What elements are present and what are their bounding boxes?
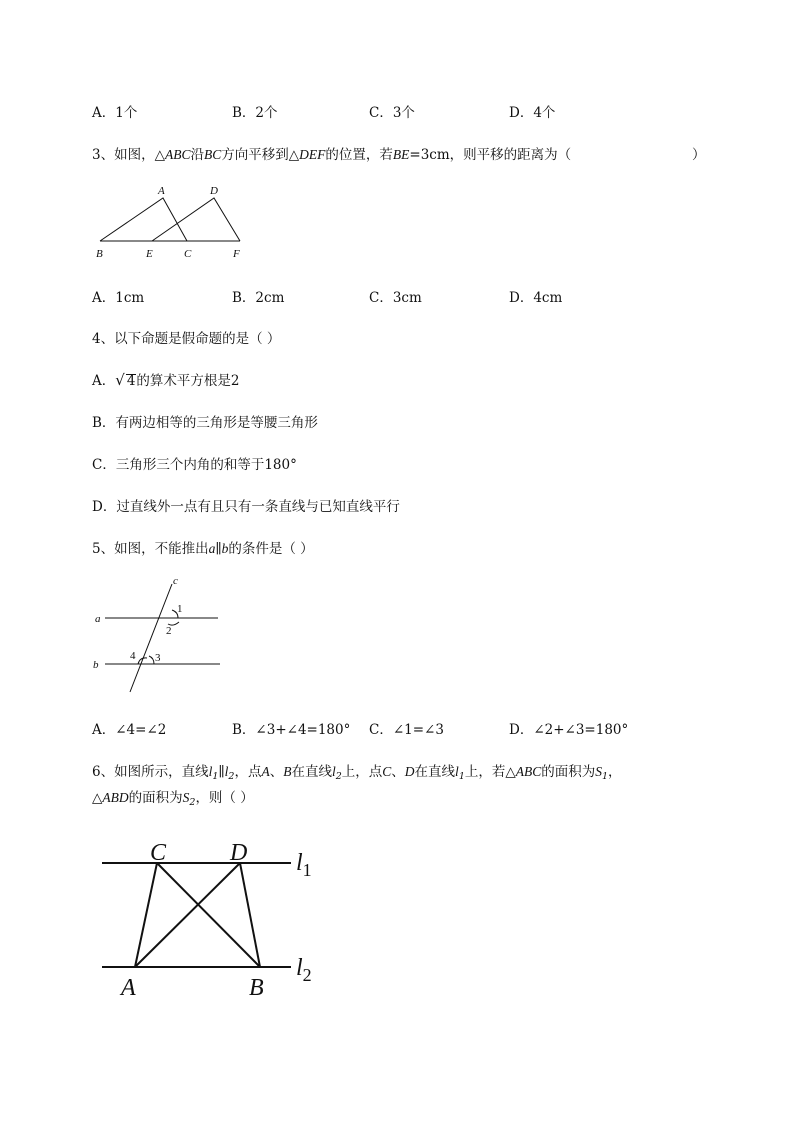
q3-stem-close: ） xyxy=(692,147,706,163)
q3-label-f: F xyxy=(233,248,240,260)
q6-segment-ac xyxy=(135,863,157,967)
q4-option-a[interactable]: A．√ 4的算术平方根是2 xyxy=(92,371,240,389)
q6-stem-line2: △ABD的面积为$S_2$，则（ ） xyxy=(92,790,254,808)
q3-option-d[interactable]: D．4cm xyxy=(509,290,563,306)
q5-label-c: c xyxy=(173,575,178,587)
q3-option-a[interactable]: A．1cm xyxy=(92,290,145,306)
q3-option-b[interactable]: B．2cm xyxy=(232,290,285,306)
q4-stem: 4、以下命题是假命题的是（ ） xyxy=(92,331,281,347)
q2-option-b[interactable]: B．2个 xyxy=(232,105,278,121)
q6-label-a: A xyxy=(121,975,136,1001)
q5-option-d[interactable]: D．∠2+∠3=180° xyxy=(509,722,629,738)
q3-label-e: E xyxy=(146,248,153,260)
q5-option-b[interactable]: B．∠3+∠4=180° xyxy=(232,722,351,738)
sqrt-sign: √ xyxy=(115,371,125,389)
q5-label-4: 4 xyxy=(130,650,136,662)
q2-option-a[interactable]: A．1个 xyxy=(92,105,138,121)
q6-segment-bc xyxy=(157,863,260,967)
q3-triangle-def xyxy=(152,198,240,241)
q5-stem: 5、如图，不能推出a∥b的条件是（ ） xyxy=(92,541,314,557)
q6-parallel-lines-figure xyxy=(95,835,335,1005)
q5-label-3: 3 xyxy=(155,652,161,664)
q3-label-b: B xyxy=(96,248,103,260)
q3-option-c[interactable]: C．3cm xyxy=(369,290,422,306)
q6-label-b: B xyxy=(249,975,264,1001)
q5-label-2: 2 xyxy=(166,625,172,637)
q4-option-b[interactable]: B．有两边相等的三角形是等腰三角形 xyxy=(92,415,318,431)
q6-segment-ad xyxy=(135,863,240,967)
q3-label-a: A xyxy=(158,185,165,197)
q4-option-d[interactable]: D．过直线外一点有且只有一条直线与已知直线平行 xyxy=(92,499,400,515)
q5-option-a[interactable]: A．∠4=∠2 xyxy=(92,722,167,738)
q6-label-d: D xyxy=(230,840,248,866)
q6-segment-bd xyxy=(240,863,260,967)
q6-label-l2: $l_2$ xyxy=(296,955,312,985)
q2-option-c[interactable]: C．3个 xyxy=(369,105,415,121)
q5-label-1: 1 xyxy=(177,603,183,615)
q6-stem-line1: 6、如图所示，直线$l_1\parallel l_2$，点A、B在直线$l_2$上，点C、D在直线$l_1$上，若△ABC的面积为$S_1$， xyxy=(92,764,622,782)
q5-label-a: a xyxy=(95,613,101,625)
q3-translation-figure xyxy=(90,180,250,265)
q3-label-d: D xyxy=(210,185,218,197)
q2-option-d[interactable]: D．4个 xyxy=(509,105,556,121)
q3-triangle-abc xyxy=(100,198,187,241)
q5-angle-arc-3 xyxy=(149,656,154,664)
q5-label-b: b xyxy=(93,659,99,671)
q3-label-c: C xyxy=(184,248,192,260)
q5-parallel-lines-figure xyxy=(90,572,225,697)
q4-option-c[interactable]: C．三角形三个内角的和等于180° xyxy=(92,457,297,473)
q3-stem: 3、如图，△ABC沿BC方向平移到△DEF的位置，若BE=3cm，则平移的距离为（ xyxy=(92,147,572,163)
q6-label-c: C xyxy=(150,840,167,866)
q5-option-c[interactable]: C．∠1=∠3 xyxy=(369,722,444,738)
q6-label-l1: $l_1$ xyxy=(296,850,312,880)
q5-line-c xyxy=(130,584,172,692)
